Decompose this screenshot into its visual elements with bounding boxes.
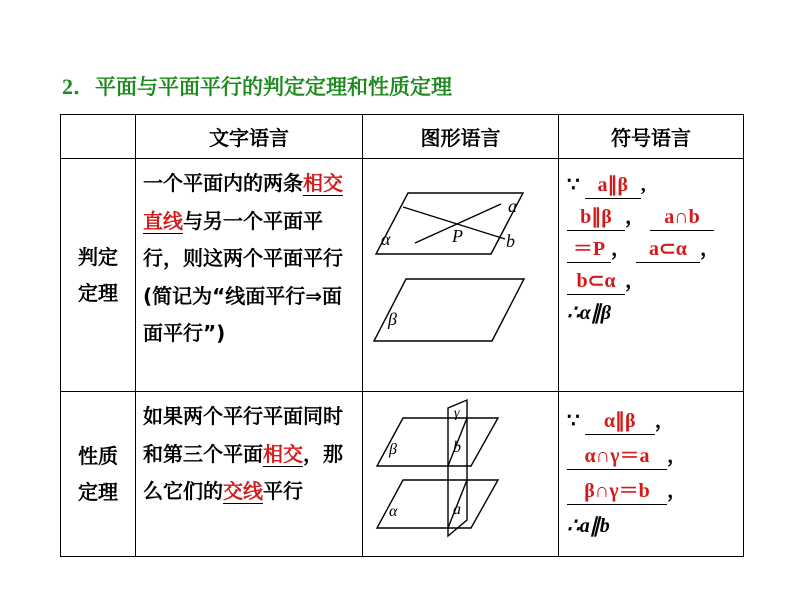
- label-b: b: [453, 439, 461, 456]
- plane-alpha-shape: [376, 193, 523, 254]
- label-alpha: α: [381, 229, 391, 249]
- answer-blank-alpha-intersect-gamma: α∩γ＝a: [567, 443, 667, 470]
- header-text-language: 文字语言: [136, 115, 363, 159]
- answer-blank-a-intersect-b: a∩b: [650, 204, 714, 231]
- label-a: a: [508, 196, 517, 216]
- answer-blank-equals-P: ＝P: [567, 236, 611, 263]
- label-a: a: [453, 501, 461, 518]
- answer-blank-b-parallel-beta: b∥β: [567, 204, 625, 231]
- header-figure-language: 图形语言: [363, 115, 559, 159]
- property-symbols: ∵ α∥β ， α∩γ＝a ， β∩γ＝b ， ∴a∥b: [559, 392, 744, 557]
- property-figure: [363, 392, 559, 557]
- section-heading: [62, 70, 452, 101]
- label-beta: β: [389, 441, 397, 458]
- theorem-table: [60, 114, 744, 557]
- label-P: P: [452, 226, 463, 246]
- answer-blank-intersecting-lines: 相交直线: [143, 171, 343, 233]
- answer-blank-b-in-alpha: b⊂α: [567, 268, 625, 295]
- section-title: 平面与平面平行的判定定理和性质定理: [95, 75, 453, 99]
- label-b: b: [506, 231, 515, 251]
- label-gamma: γ: [454, 406, 460, 421]
- answer-blank-intersect: 相交: [263, 441, 303, 466]
- row-label-property: 性质 定理: [61, 392, 136, 557]
- three-planes-figure: [363, 392, 558, 552]
- property-text: 如果两个平行平面同时和第三个平面相交，那么它们的交线平行: [136, 392, 363, 557]
- determination-symbols: ∵ a∥β , b∥β ， a∩b ＝P ， a⊂α ， b⊂α ， ∴α∥β: [559, 159, 744, 392]
- table-row: [61, 159, 744, 392]
- answer-blank-alpha-parallel-beta: α∥β: [585, 408, 655, 435]
- section-number: 2．: [62, 74, 96, 99]
- label-alpha: α: [389, 503, 398, 520]
- answer-blank-beta-intersect-gamma: β∩γ＝b: [567, 478, 667, 505]
- header-symbol-language: 符号语言: [559, 115, 744, 159]
- conclusion-alpha-parallel-beta: ∴α∥β: [567, 302, 612, 324]
- table-header-row: [61, 115, 744, 159]
- header-empty: [61, 115, 136, 159]
- label-beta: β: [388, 309, 397, 329]
- determination-figure: [363, 159, 559, 392]
- answer-blank-intersection-lines: 交线: [223, 479, 263, 503]
- row-label-determination: 判定 定理: [61, 159, 136, 392]
- answer-blank-a-parallel-beta: a∥β: [585, 172, 641, 199]
- conclusion-a-parallel-b: ∴a∥b: [567, 515, 610, 537]
- table-row: [61, 392, 744, 557]
- parallel-planes-figure: [363, 159, 558, 387]
- determination-text: 一个平面内的两条相交直线与另一个平面平行，则这两个平面平行(简记为“线面平行⇒面面平行”): [136, 159, 363, 392]
- answer-blank-a-in-alpha: a⊂α: [636, 236, 700, 263]
